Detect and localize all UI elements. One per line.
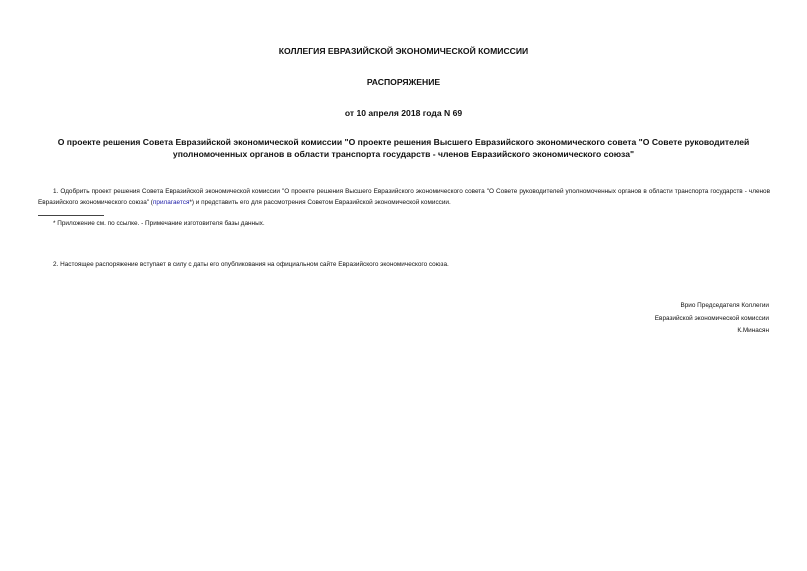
paragraph-2: 2. Настоящее распоряжение вступает в силу с даты его опубликования на официальном сайте Евразийского экономического союза. [53,261,449,268]
signatory-name: К.Минасян [737,327,769,334]
footnote: * Приложение см. по ссылке. - Примечание изготовителя базы данных. [53,220,265,227]
paragraph-1-text-start: 1. Одобрить проект решения Совета Евразийской экономической комиссии "О проекте решения Высшего Евразийского экономического совета "О Совете руководителей уполномоченных органов в области транспорта государств - членов Евразийского экономического союза" ( [38,188,770,206]
organization-heading: КОЛЛЕГИЯ ЕВРАЗИЙСКОЙ ЭКОНОМИЧЕСКОЙ КОМИССИИ [278,46,529,56]
footnote-divider [38,215,104,216]
document-title: О проекте решения Совета Евразийской экономической комиссии "О проекте решения Высшего Евразийского экономического совета "О Совете руководителей уполномоченных органов в области транспорта государств - членов Евразийского экономического союза" [57,137,750,159]
signatory-organization: Евразийской экономической комиссии [654,314,769,322]
appendix-link[interactable]: прилагается [152,198,190,206]
signatory-position: Врио Председателя Коллегии [680,302,769,309]
document-date-number: от 10 апреля 2018 года N 69 [344,108,463,118]
paragraph-1 [38,187,770,208]
paragraph-1-text-end: *) и представить его для рассмотрения Советом Евразийской экономической комиссии. [189,198,451,206]
document-type-heading: РАСПОРЯЖЕНИЕ [366,77,441,87]
